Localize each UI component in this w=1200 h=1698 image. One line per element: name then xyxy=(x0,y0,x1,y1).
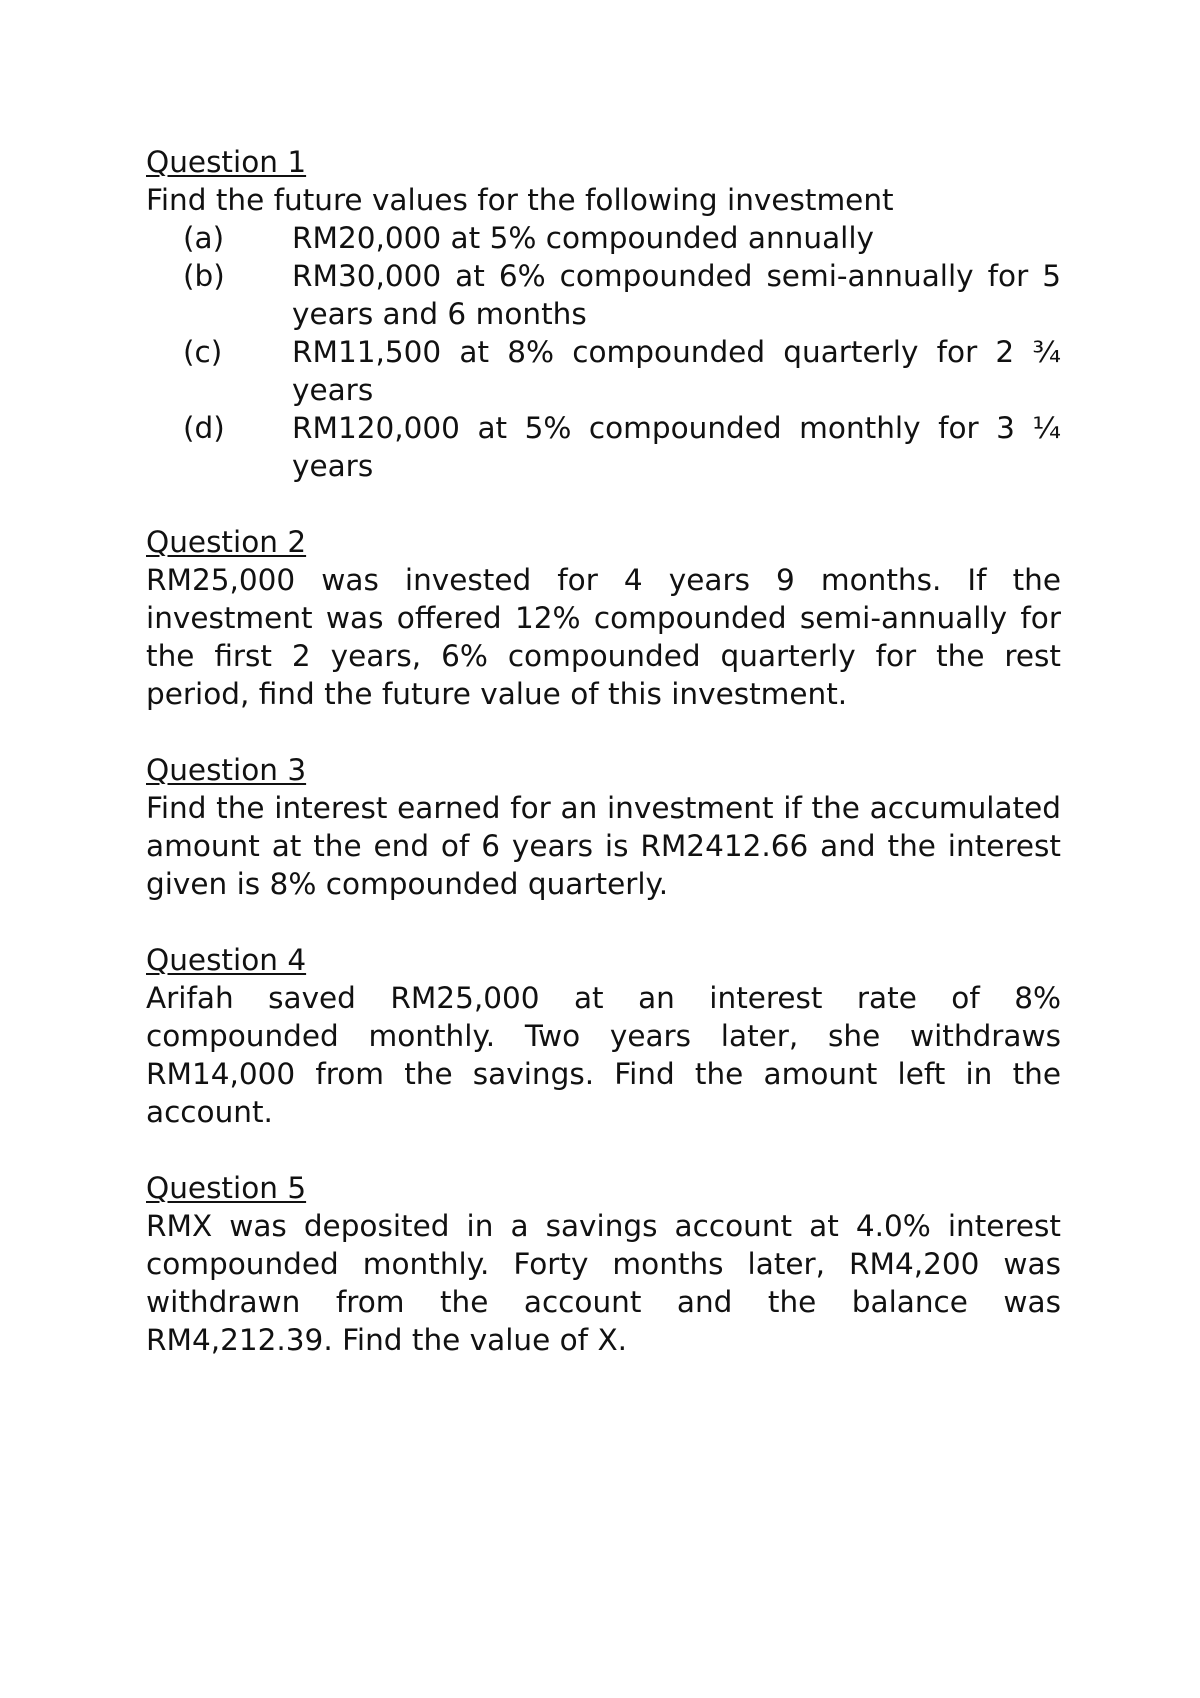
question-heading: Question 2 xyxy=(146,525,307,559)
document-page xyxy=(146,143,1061,1359)
item-marker: (d) xyxy=(183,411,225,445)
item-text: RM11,500 at 8% compounded quarterly for 2 ¾ years xyxy=(292,335,1061,407)
question-heading: Question 3 xyxy=(146,753,307,787)
question-item-b xyxy=(146,257,1061,333)
spacer xyxy=(146,1131,1061,1169)
question-item-d xyxy=(146,409,1061,485)
item-marker: (c) xyxy=(183,335,223,369)
question-2 xyxy=(146,523,1061,713)
item-marker: (a) xyxy=(183,221,225,255)
question-item-a xyxy=(146,219,1061,257)
item-text: RM120,000 at 5% compounded monthly for 3 ¼ years xyxy=(292,411,1061,483)
question-1 xyxy=(146,143,1061,485)
question-body: RM25,000 was invested for 4 years 9 months. If the investment was offered 12% compounded semi-annually for the first 2 years, 6% compounded quarterly for the rest period, find the future value of this investment. xyxy=(146,563,1061,711)
question-item-c xyxy=(146,333,1061,409)
spacer xyxy=(146,713,1061,751)
question-heading: Question 5 xyxy=(146,1171,307,1205)
question-heading: Question 1 xyxy=(146,145,307,179)
item-text: RM20,000 at 5% compounded annually xyxy=(292,221,874,255)
question-intro: Find the future values for the following investment xyxy=(146,183,894,217)
spacer xyxy=(146,903,1061,941)
question-body: Arifah saved RM25,000 at an interest rate of 8% compounded monthly. Two years later, she withdraws RM14,000 from the savings. Find the amount left in the account. xyxy=(146,981,1061,1129)
question-body: RMX was deposited in a savings account at 4.0% interest compounded monthly. Forty months later, RM4,200 was withdrawn from the account and the balance was RM4,212.39. Find the value of X. xyxy=(146,1209,1061,1357)
question-3 xyxy=(146,751,1061,903)
item-text: RM30,000 at 6% compounded semi-annually for 5 years and 6 months xyxy=(292,259,1061,331)
item-marker: (b) xyxy=(183,259,225,293)
question-heading: Question 4 xyxy=(146,943,307,977)
question-4 xyxy=(146,941,1061,1131)
question-5 xyxy=(146,1169,1061,1359)
spacer xyxy=(146,485,1061,523)
question-body: Find the interest earned for an investment if the accumulated amount at the end of 6 years is RM2412.66 and the interest given is 8% compounded quarterly. xyxy=(146,791,1061,901)
